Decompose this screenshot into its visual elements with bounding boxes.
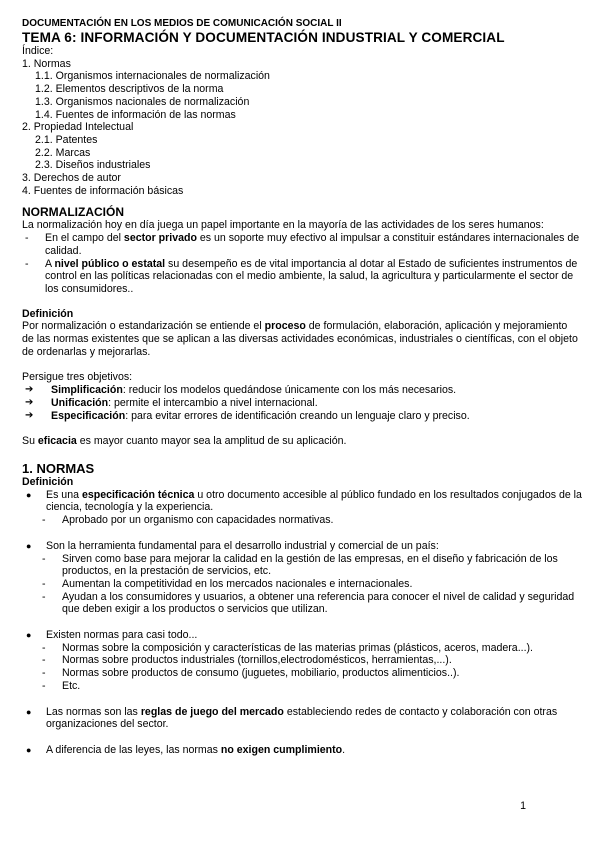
section-heading-normalizacion: NORMALIZACIÓN [22,205,124,220]
toc-item: 2.2. Marcas [35,146,91,159]
dash-marker: - [42,667,46,680]
list-item: - En el campo del sector privado es un soporte muy efectivo al impulsar a constituir estándares internacionales de calidad. [22,232,582,257]
toc-item: 3. Derechos de autor [22,172,121,185]
list-item: - Ayudan a los consumidores y usuarios, a obtener una referencia para conocer el nivel de calidad y seguridad que deben exigir a los productos o servicios que utilizan. [42,590,575,616]
dash-marker: - [42,514,46,527]
objectives-label: Persigue tres objetivos: [22,371,133,384]
toc-item: 1. Normas [22,57,71,70]
toc-item: 1.1. Organismos internacionales de normalización [35,70,270,83]
bullet-icon: ● [26,489,32,500]
list-item: - Aumentan la competitividad en los mercados nacionales e internacionales. [42,577,413,590]
list-item: ● Es una especificación técnica u otro documento accesible al público fundado en los resultados conjugados de la ciencia, tecnología y la experiencia. [22,489,582,514]
normalizacion-intro: La normalización hoy en día juega un papel importante en la mayoría de las actividades de los seres humanos: [22,219,544,232]
definition-text: Por normalización o estandarización se entiende el proceso de formulación, elaboración, aplicación y mejoramiento de las normas existentes que se aplican a las diversas actividades económicas, industriales o científicas, con el objeto de ordenarlas y mejorarlas. [22,320,578,358]
document-page [22,18,582,757]
list-item: - Etc. [42,679,81,692]
index-label: Índice: [22,45,54,57]
list-item: - Sirven como base para mejorar la calidad en la gestión de las empresas, en el diseño y fabricación de los productos, en la prestación de servicios, etc. [42,552,558,578]
dash-marker: - [42,552,46,565]
list-item: - Normas sobre productos de consumo (juguetes, mobiliario, productos alimenticios..). [42,667,460,680]
section-heading-normas: 1. NORMAS [22,460,95,476]
toc-item: 1.2. Elementos descriptivos de la norma [35,83,224,96]
toc-item: 1.3. Organismos nacionales de normalización [35,95,250,108]
efficacy-text: Su eficacia es mayor cuanto mayor sea la amplitud de su aplicación. [22,435,347,448]
course-header: DOCUMENTACIÓN EN LOS MEDIOS DE COMUNICACIÓN SOCIAL II [22,18,342,29]
list-item: - Normas sobre productos industriales (tornillos,electrodomésticos, herramientas,...). [42,654,452,667]
list-item: ➔ Especificación: para evitar errores de identificación creando un lenguaje claro y preciso. [22,410,582,423]
bullet-icon: ● [26,744,32,755]
bullet-icon: ● [26,540,32,551]
dash-marker: - [42,679,46,692]
list-item: ● Existen normas para casi todo... [22,629,582,642]
toc-item: 1.4. Fuentes de información de las normas [35,108,236,121]
list-item: - Normas sobre la composición y características de las materias primas (plásticos, aceros, madera...). [42,641,533,654]
toc-item: 2. Propiedad Intelectual [22,121,134,134]
arrow-icon: ➔ [25,409,34,421]
list-item: ● A diferencia de las leyes, las normas no exigen cumplimiento. [22,744,582,757]
toc-item: 4. Fuentes de información básicas [22,184,184,197]
page-title: TEMA 6: INFORMACIÓN Y DOCUMENTACIÓN INDUSTRIAL Y COMERCIAL [22,30,505,45]
bullet-icon: ● [26,706,32,717]
definition-label: Definición [22,307,74,320]
list-item: ➔ Simplificación: reducir los modelos quedándose únicamente con los más necesarios. [22,384,582,397]
table-of-contents [22,45,582,197]
dash-marker: - [42,577,46,590]
dash-marker: - [42,641,46,654]
list-item: ➔ Unificación: permite el intercambio a nivel internacional. [22,397,582,410]
dash-marker: - [42,590,46,603]
dash-marker: - [25,232,29,245]
dash-marker: - [42,654,46,667]
list-item: ● Son la herramienta fundamental para el desarrollo industrial y comercial de un país: [22,540,582,553]
toc-item: 2.3. Diseños industriales [35,159,151,172]
arrow-icon: ➔ [25,384,34,396]
list-item: - A nivel público o estatal su desempeño es de vital importancia al dotar al Estado de suficientes instrumentos de control en las políticas relacionadas con el medio ambiente, la salud, la agricultura y particularmente el sector de los consumidores.. [22,258,582,296]
arrow-icon: ➔ [25,396,34,408]
page-number: 1 [520,800,526,812]
list-item: - Aprobado por un organismo con capacidades normativas. [42,514,334,527]
dash-marker: - [25,257,29,270]
list-item: ● Las normas son las reglas de juego del mercado estableciendo redes de contacto y colaboración con otras organizaciones del sector. [22,706,582,731]
toc-item: 2.1. Patentes [35,133,98,146]
definition-label: Definición [22,475,74,488]
bullet-icon: ● [26,630,32,641]
